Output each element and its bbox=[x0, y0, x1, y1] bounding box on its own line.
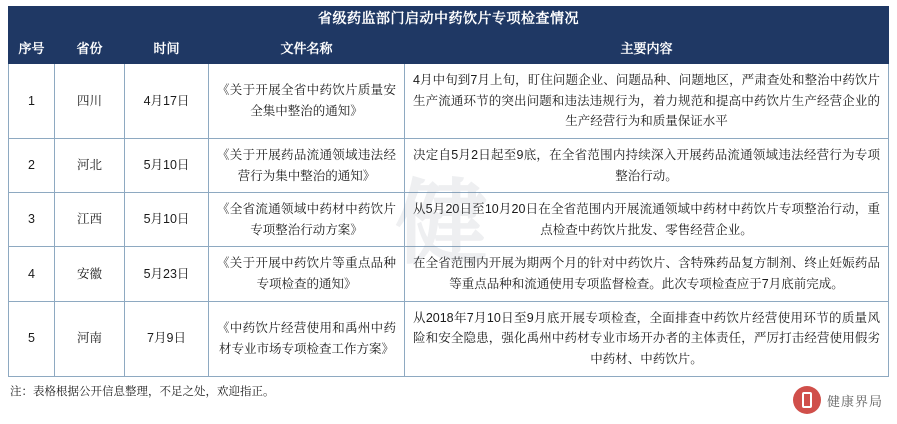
column-header-content: 主要内容 bbox=[405, 31, 889, 64]
table-note: 注：表格根据公开信息整理，不足之处，欢迎指正。 bbox=[10, 385, 275, 398]
cell-content: 决定自5月2日起至9底，在全省范围内持续深入开展药品流通领域违法经营行为专项整治行动。 bbox=[405, 138, 889, 192]
cell-province: 河北 bbox=[55, 138, 125, 192]
cell-province: 江西 bbox=[55, 193, 125, 247]
cell-province: 四川 bbox=[55, 64, 125, 139]
cell-province: 安徽 bbox=[55, 247, 125, 301]
watermark-center: 健 bbox=[395, 170, 502, 277]
table-header-row bbox=[9, 31, 889, 64]
cell-file: 《中药饮片经营使用和禹州中药材专业市场专项检查工作方案》 bbox=[209, 301, 405, 376]
column-header-file: 文件名称 bbox=[209, 31, 405, 64]
column-header-no: 序号 bbox=[9, 31, 55, 64]
table-row bbox=[9, 64, 889, 139]
table-row bbox=[9, 193, 889, 247]
cell-time: 5月23日 bbox=[125, 247, 209, 301]
cell-file: 《关于开展药品流通领域违法经营行为集中整治的通知》 bbox=[209, 138, 405, 192]
cell-province: 河南 bbox=[55, 301, 125, 376]
cell-no: 2 bbox=[9, 138, 55, 192]
cell-file: 《关于开展中药饮片等重点品种专项检查的通知》 bbox=[209, 247, 405, 301]
cell-content: 从5月20日至10月20日在全省范围内开展流通领域中药材中药饮片专项整治行动，重点检查中药饮片批发、零售经营企业。 bbox=[405, 193, 889, 247]
cell-no: 5 bbox=[9, 301, 55, 376]
cell-file: 《全省流通领域中药材中药饮片专项整治行动方案》 bbox=[209, 193, 405, 247]
cell-file: 《关于开展全省中药饮片质量安全集中整治的通知》 bbox=[209, 64, 405, 139]
cell-content: 从2018年7月10日至9月底开展专项检查，全面排查中药饮片经营使用环节的质量风险和安全隐患，强化禹州中药材专业市场开办者的主体责任，严厉打击经营使用假劣中药材、中药饮片。 bbox=[405, 301, 889, 376]
cell-time: 5月10日 bbox=[125, 138, 209, 192]
cell-content: 4月中旬到7月上旬，盯住问题企业、问题品种、问题地区，严肃查处和整治中药饮片生产流通环节的突出问题和违法违规行为，着力规范和提高中药饮片生产经营企业的生产经营行为和质量保证水平 bbox=[405, 64, 889, 139]
column-header-province: 省份 bbox=[55, 31, 125, 64]
table-row bbox=[9, 138, 889, 192]
page-title: 省级药监部门启动中药饮片专项检查情况 bbox=[8, 6, 889, 30]
table-row bbox=[9, 301, 889, 376]
cell-content: 在全省范围内开展为期两个月的针对中药饮片、含特殊药品复方制剂、终止妊娠药品等重点品种和流通使用专项监督检查。此次专项检查应于7月底前完成。 bbox=[405, 247, 889, 301]
watermark-badge-label: 健康界局 bbox=[826, 393, 883, 409]
cell-time: 7月9日 bbox=[125, 301, 209, 376]
cell-time: 4月17日 bbox=[125, 64, 209, 139]
cell-no: 4 bbox=[9, 247, 55, 301]
inspection-table bbox=[8, 30, 889, 377]
column-header-time: 时间 bbox=[125, 31, 209, 64]
cell-no: 3 bbox=[9, 193, 55, 247]
table-row bbox=[9, 247, 889, 301]
cell-time: 5月10日 bbox=[125, 193, 209, 247]
cell-no: 1 bbox=[9, 64, 55, 139]
